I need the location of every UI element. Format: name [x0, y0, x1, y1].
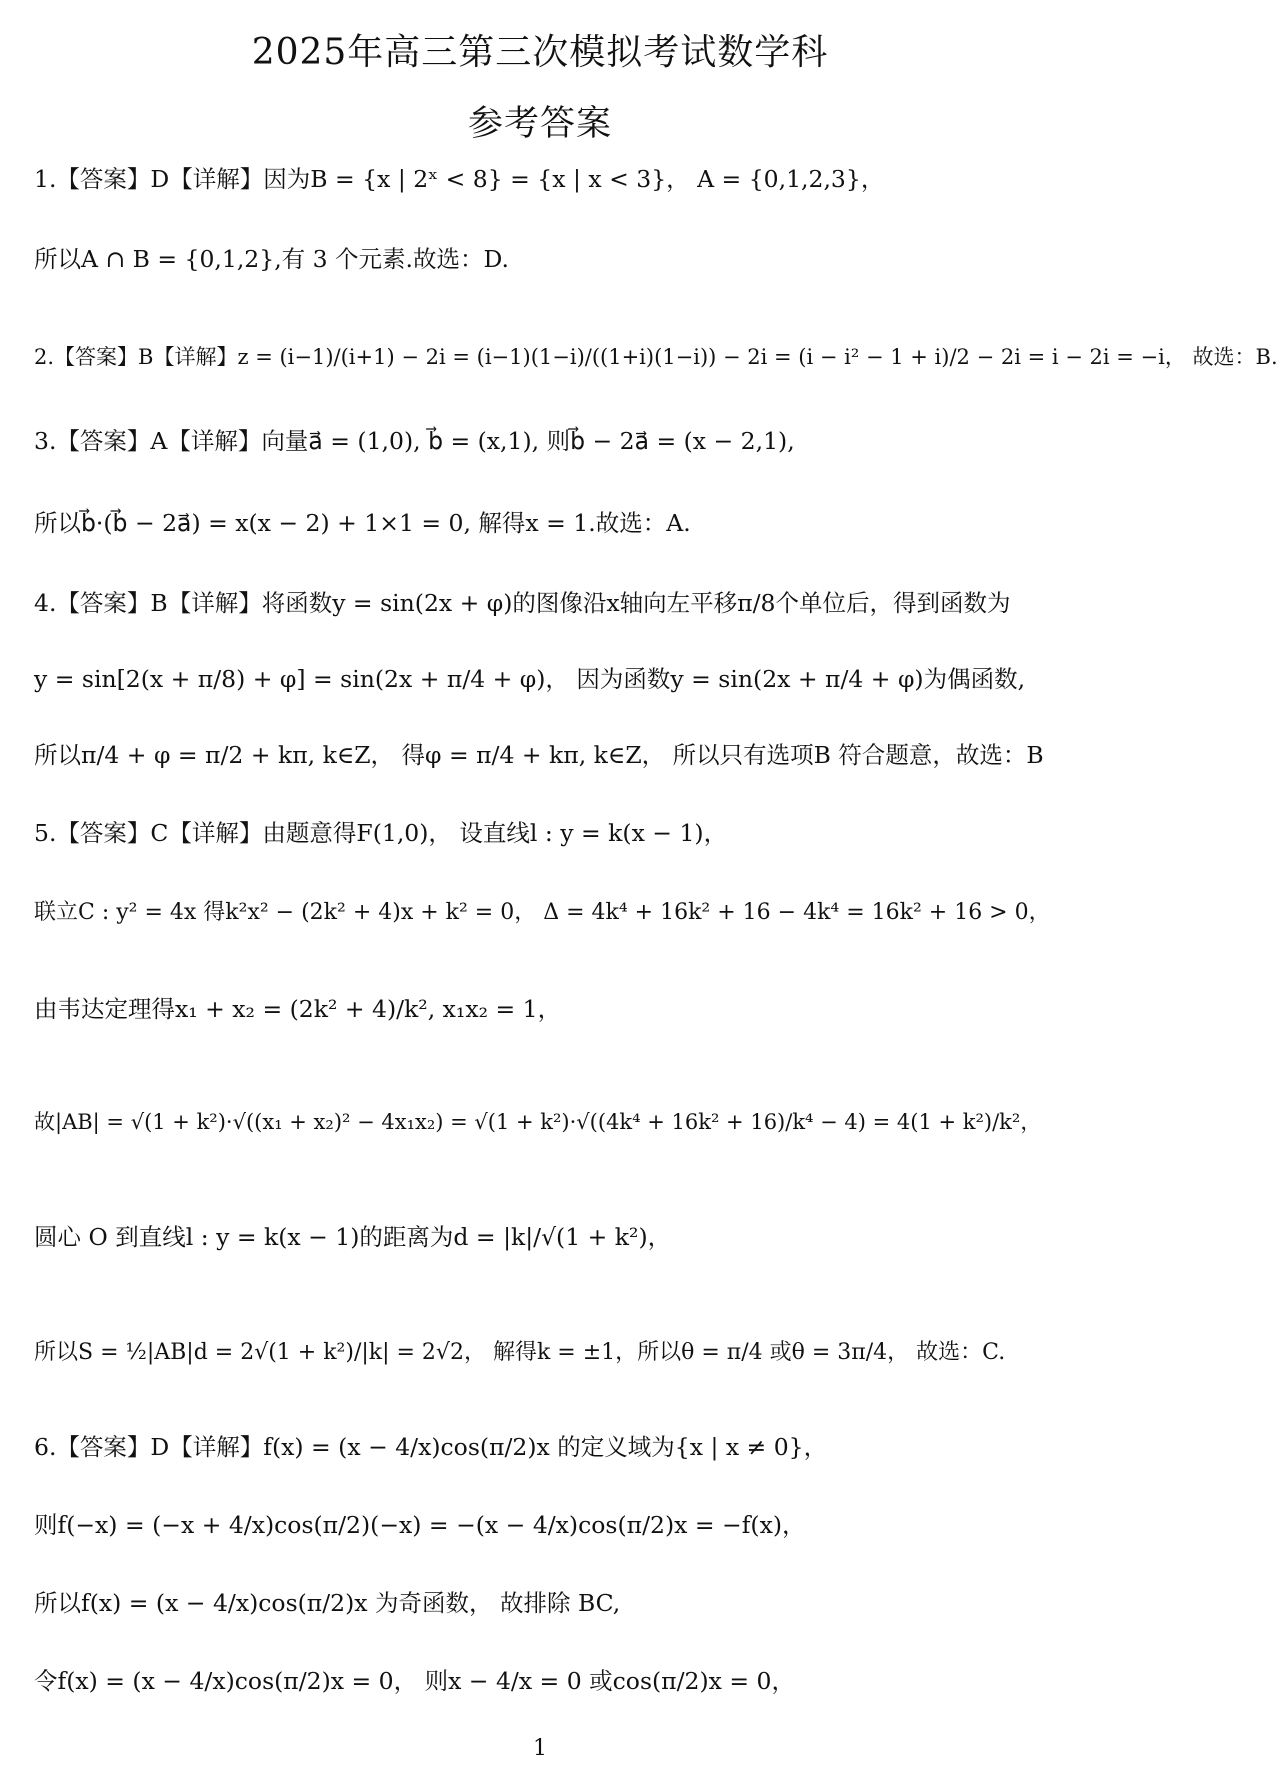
- answer-5-line-5: 圆心 O 到直线l : y = k(x − 1)的距离为d = |k|/√(1 + k²)，: [34, 1223, 672, 1251]
- answer-3-line-2: 所以b⃗·(b⃗ − 2a⃗) = x(x − 2) + 1×1 = 0, 解得x = 1.故选：A.: [34, 509, 691, 537]
- answer-5-line-2: 联立C : y² = 4x 得k²x² − (2k² + 4)x + k² = 0， Δ = 4k⁴ + 16k² + 16 − 4k⁴ = 16k² + 16 > 0，: [34, 900, 1051, 925]
- answer-5-line-1: 5.【答案】C【详解】由题意得F(1,0)， 设直线l : y = k(x − 1)，: [34, 819, 728, 847]
- answer-5-line-3: 由韦达定理得x₁ + x₂ = (2k² + 4)/k², x₁x₂ = 1，: [34, 995, 562, 1023]
- answer-6-line-4: 令f(x) = (x − 4/x)cos(π/2)x = 0， 则x − 4/x = 0 或cos(π/2)x = 0，: [34, 1667, 795, 1695]
- answer-4-line-2: y = sin[2(x + π/8) + φ] = sin(2x + π/4 + φ)， 因为函数y = sin(2x + π/4 + φ)为偶函数,: [34, 665, 1026, 693]
- answer-1-line-2: 所以A ∩ B = {0,1,2},有 3 个元素.故选：D.: [34, 245, 510, 273]
- page-number: 1: [533, 1736, 547, 1761]
- answer-5-line-4: 故|AB| = √(1 + k²)·√((x₁ + x₂)² − 4x₁x₂) = √(1 + k²)·√((4k⁴ + 16k² + 16)/k⁴ − 4) = 4(1 + k²)/k²，: [34, 1110, 1042, 1134]
- answer-3-line-1: 3.【答案】A【详解】向量a⃗ = (1,0), b⃗ = (x,1), 则b⃗ − 2a⃗ = (x − 2,1),: [34, 427, 795, 455]
- answer-6-line-3: 所以f(x) = (x − 4/x)cos(π/2)x 为奇函数， 故排除 BC,: [34, 1589, 621, 1617]
- answer-6-line-2: 则f(−x) = (−x + 4/x)cos(π/2)(−x) = −(x − 4/x)cos(π/2)x = −f(x)，: [34, 1511, 806, 1539]
- answer-1-line-1: 1.【答案】D【详解】因为B = {x | 2ˣ < 8} = {x | x < 3}， A = {0,1,2,3}，: [34, 165, 885, 193]
- answer-6-line-1: 6.【答案】D【详解】f(x) = (x − 4/x)cos(π/2)x 的定义域为{x | x ≠ 0}，: [34, 1433, 828, 1461]
- answer-4-line-3: 所以π/4 + φ = π/2 + kπ, k∈Z， 得φ = π/4 + kπ, k∈Z， 所以只有选项B 符合题意，故选：B: [34, 741, 1044, 769]
- document-subtitle: 参考答案: [467, 104, 612, 144]
- document-title: 2025年高三第三次模拟考试数学科: [251, 32, 829, 73]
- answer-5-line-6: 所以S = ½|AB|d = 2√(1 + k²)/|k| = 2√2， 解得k = ±1，所以θ = π/4 或θ = 3π/4， 故选：C.: [34, 1340, 1006, 1365]
- answer-2-line-1: 2.【答案】B【详解】z = (i−1)/(i+1) − 2i = (i−1)(1−i)/((1+i)(1−i)) − 2i = (i − i² − 1 + i)/2 − 2i = i − 2i = −i， 故选：B.: [34, 345, 1278, 369]
- answer-4-line-1: 4.【答案】B【详解】将函数y = sin(2x + φ)的图像沿x轴向左平移π/8个单位后，得到函数为: [34, 589, 1011, 617]
